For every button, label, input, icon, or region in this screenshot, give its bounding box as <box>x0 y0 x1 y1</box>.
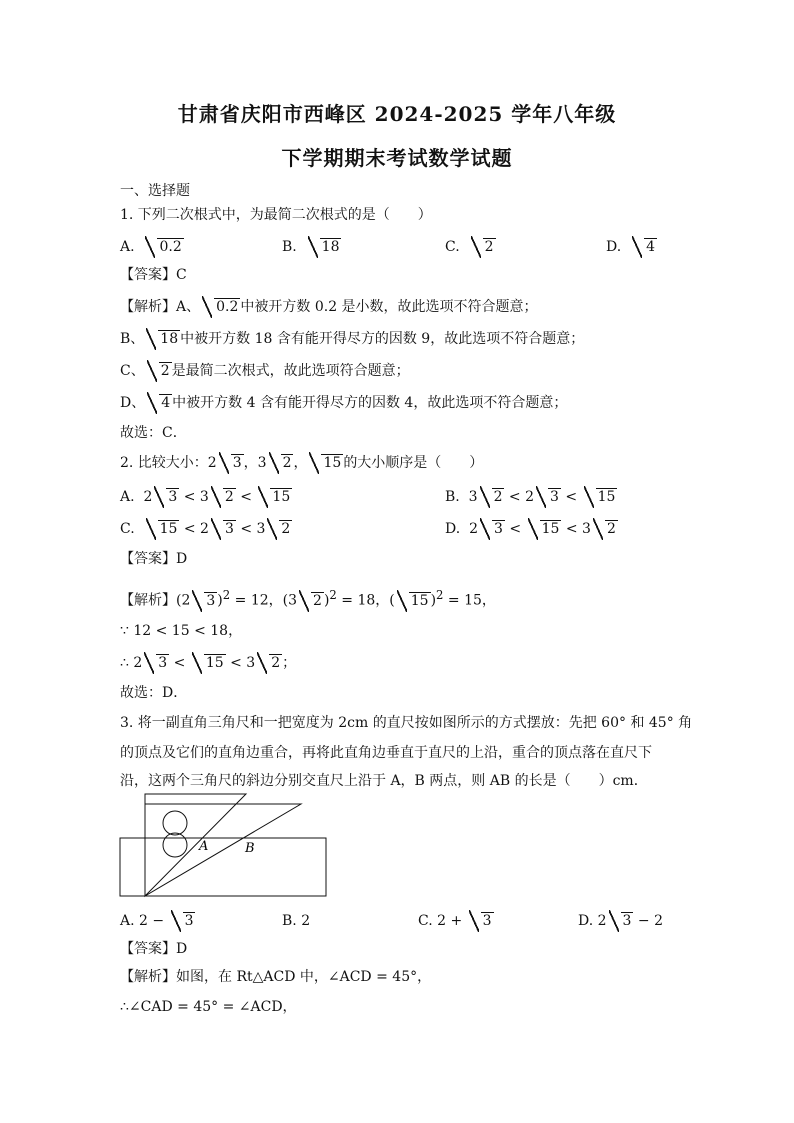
sqrt-symbol: 2 <box>471 236 496 258</box>
q1-option-b: B. 18 <box>282 236 341 258</box>
q3-option-c: C. 2 + 3 <box>418 910 494 932</box>
q2-option-a: A. 2 3 < 3 2 < 15 <box>120 486 292 508</box>
q1-conclusion: 故选：C． <box>120 425 187 441</box>
q3-figure <box>118 792 330 900</box>
section-heading: 一、选择题 <box>120 183 190 199</box>
q2-therefore: ∴ 2 3 < 15 < 3 2 ； <box>120 652 296 674</box>
q3-stem-line1: 3. 将一副直角三角尺和一把宽度为 2cm 的直尺按如图所示的方式摆放：先把 60° 和 45° 角 <box>120 715 693 731</box>
label-a: A <box>199 839 209 854</box>
q3-explanation-2: ∴∠CAD = 45° = ∠ACD， <box>120 999 297 1015</box>
q2-because: ∵ 12 < 15 < 18， <box>120 623 243 639</box>
q1-answer: 【答案】C <box>120 267 187 283</box>
q2-option-b: B. 3 2 < 2 3 < 15 <box>445 486 617 508</box>
q1-explanation-3: C、 2 是最简二次根式，故此选项符合题意； <box>120 360 410 382</box>
q3-option-a: A. 2 − 3 <box>120 910 195 932</box>
q2-option-c: C. 15 < 2 3 < 3 2 <box>120 518 292 540</box>
page-title-line2: 下学期期末考试数学试题 <box>281 146 513 170</box>
q3-option-b: B. 2 <box>282 913 311 929</box>
q2-stem: 2. 比较大小：2 3 ，3 2 ， 15 的大小顺序是（ ） <box>120 452 483 474</box>
page-title-line1: 甘肃省庆阳市西峰区 2024-2025 学年八年级 <box>177 102 617 126</box>
q1-explanation-2: B、 18 中被开方数 18 含有能开得尽方的因数 9，故此选项不符合题意； <box>120 328 584 350</box>
q3-option-d: D. 2 3 − 2 <box>578 910 663 932</box>
q1-option-a: A. 0.2 <box>120 236 184 258</box>
q1-stem: 1. 下列二次根式中，为最简二次根式的是（ ） <box>120 207 432 223</box>
triangle-hole <box>163 811 187 835</box>
label-b: B <box>245 841 255 856</box>
q1-option-c: C. 2 <box>445 236 496 258</box>
sqrt-symbol: 0.2 <box>145 236 183 258</box>
q2-option-d: D. 2 3 < 15 < 3 2 <box>445 518 618 540</box>
triangle-hole <box>163 833 187 857</box>
ruler <box>120 838 326 896</box>
q3-stem-line3: 沿，这两个三角尺的斜边分别交直尺上沿于 A，B 两点，则 AB 的长是（ ）cm． <box>120 773 648 789</box>
q3-explanation-1: 【解析】如图，在 Rt△ACD 中，∠ACD = 45°， <box>120 969 432 985</box>
q1-explanation-4: D、 4 中被开方数 4 含有能开得尽方的因数 4，故此选项不符合题意； <box>120 392 567 414</box>
q1-explanation-1: 【解析】A、 0.2 中被开方数 0.2 是小数，故此选项不符合题意； <box>120 296 538 318</box>
q3-stem-line2: 的顶点及它们的直角边重合，再将此直角边垂直于直尺的上沿，重合的顶点落在直尺下 <box>120 745 652 761</box>
sqrt-symbol: 4 <box>632 236 657 258</box>
q2-explanation-1: 【解析】(2 3 )$^2$ = 12，(3 2 )$^2$ = 18，( 15 )$^2$ = 15， <box>120 584 496 612</box>
q2-conclusion: 故选：D． <box>120 685 188 701</box>
sqrt-symbol: 18 <box>308 236 342 258</box>
q2-answer: 【答案】D <box>120 551 188 567</box>
q1-option-d: D. 4 <box>606 236 657 258</box>
q3-answer: 【答案】D <box>120 941 188 957</box>
